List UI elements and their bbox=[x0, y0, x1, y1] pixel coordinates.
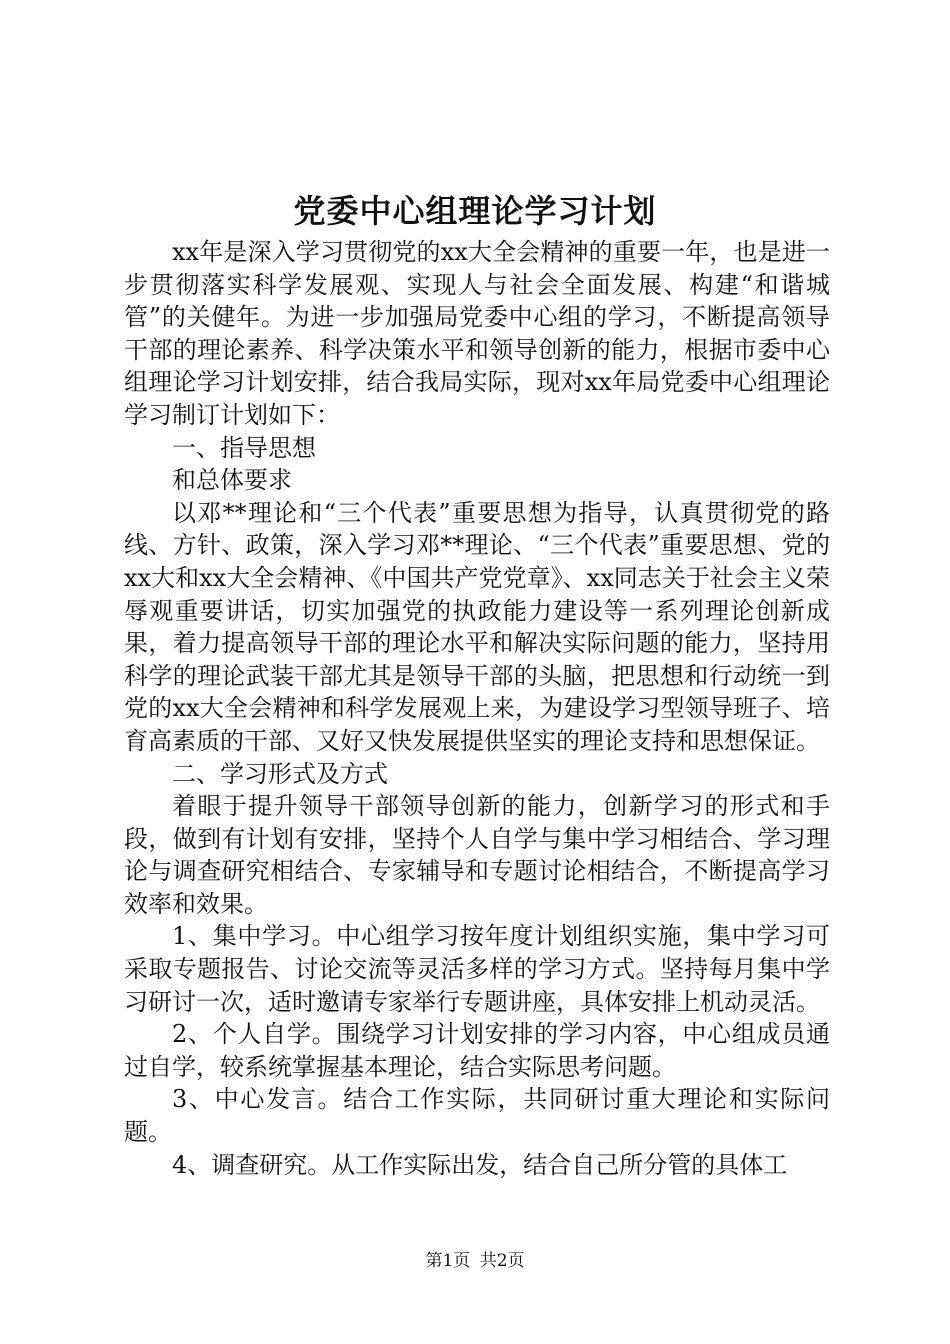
section-heading-1-continued: 和总体要求 bbox=[172, 466, 292, 495]
paragraph-study-forms: 着眼于提升领导干部领导创新的能力，创新学习的形式和手段，做到有计划有安排，坚持个人自学与集中学习相结合、学习理论与调查研究相结合、专家辅导和专题讨论相结合，不断提高学习效率和效果。 bbox=[124, 792, 830, 918]
list-item-collective-study: 1、集中学习。中心组学习按年度计划组织实施，集中学习可采取专题报告、讨论交流等灵活多样的学习方式。坚持每月集中学习研讨一次，适时邀请专家举行专题讲座，具体安排上机动灵活。 bbox=[124, 922, 830, 1016]
document-body bbox=[124, 236, 830, 1181]
list-item-research: 4、调查研究。从工作实际出发，结合自己所分管的具体工 bbox=[172, 1150, 788, 1179]
paragraph-guiding-thought: 以邓**理论和“三个代表”重要思想为指导，认真贯彻党的路线、方针、政策，深入学习邓**理论、“三个代表”重要思想、党的xx大和xx大全会精神、《中国共产党党章》、xx同志关于社会主义荣辱观重要讲话，切实加强党的执政能力建设等一系列理论创新成果，着力提高领导干部的理论水平和解决实际问题的能力，坚持用科学的理论武装干部尤其是领导干部的头脑，把思想和行动统一到党的xx大全会精神和科学发展观上来，为建设学习型领导班子、培育高素质的干部、又好又快发展提供坚实的理论支持和思想保证。 bbox=[124, 498, 830, 755]
page-footer bbox=[0, 1246, 950, 1271]
section-heading-2: 二、学习形式及方式 bbox=[172, 759, 388, 788]
list-item-central-speech: 3、中心发言。结合工作实际，共同研讨重大理论和实际问题。 bbox=[124, 1085, 830, 1147]
page-total: 共2页 bbox=[479, 1251, 525, 1271]
section-heading-1: 一、指导思想 bbox=[172, 433, 316, 462]
list-item-self-study: 2、个人自学。围绕学习计划安排的学习内容，中心组成员通过自学，较系统掌握基本理论，结合实际思考问题。 bbox=[124, 1020, 830, 1081]
paragraph-intro: xx年是深入学习贯彻党的xx大全会精神的重要一年，也是进一步贯彻落实科学发展观、实现人与社会全面发展、构建“和谐城管”的关健年。为进一步加强局党委中心组的学习，不断提高领导干部的理论素养、科学决策水平和领导创新的能力，根据市委中心组理论学习计划安排，结合我局实际，现对xx年局党委中心组理论学习制订计划如下： bbox=[124, 238, 830, 429]
document-title: 党委中心组理论学习计划 bbox=[293, 192, 657, 230]
page-number: 第1页 bbox=[425, 1251, 471, 1271]
